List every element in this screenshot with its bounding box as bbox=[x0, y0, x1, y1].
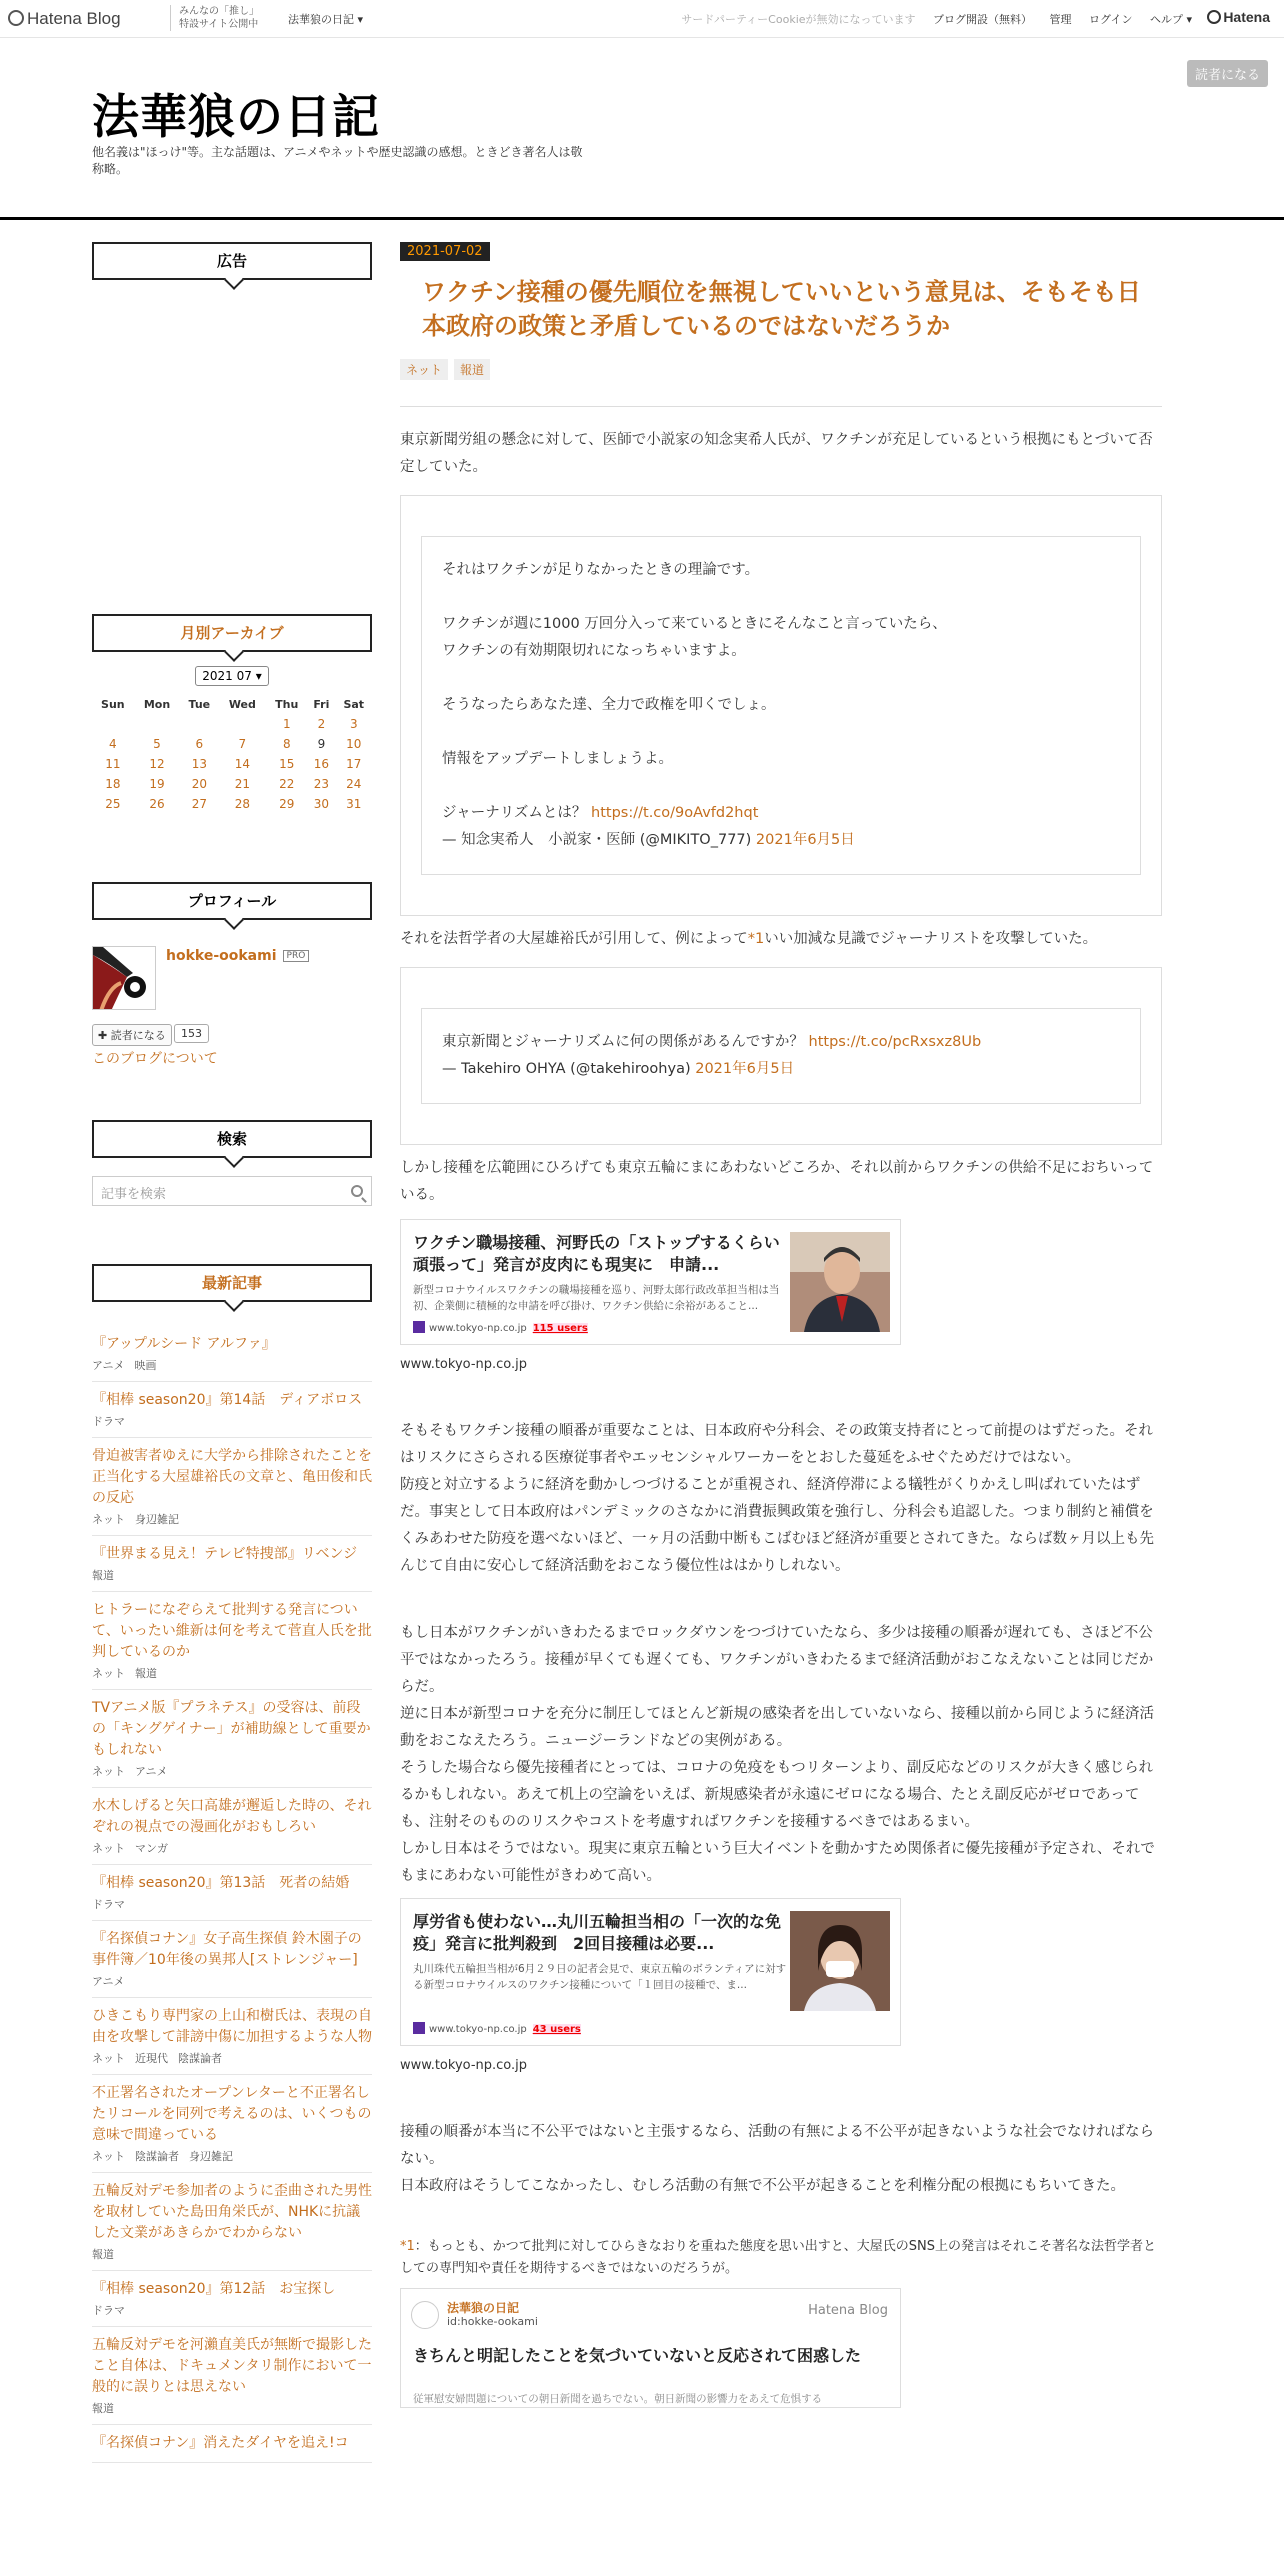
category-link[interactable]: マンガ bbox=[135, 1842, 168, 1855]
calendar-day-link[interactable]: 3 bbox=[349, 717, 358, 731]
profile-name[interactable]: hokke-ookami PRO bbox=[166, 948, 309, 964]
ad-module bbox=[92, 242, 372, 280]
calendar-day bbox=[134, 714, 181, 734]
tweet-date-link[interactable]: 2021年6月5日 bbox=[755, 832, 855, 848]
embed-title[interactable]: きちんと明記したことを気づいていないと反応されて困惑した bbox=[413, 2346, 862, 2365]
hatena-bookmark-icon bbox=[413, 1321, 425, 1333]
global-nav bbox=[667, 11, 1192, 27]
category-link[interactable]: 報道 bbox=[92, 1569, 114, 1582]
category-link[interactable]: 報道 bbox=[135, 1667, 157, 1680]
recent-entry-categories bbox=[92, 1840, 372, 1856]
category-link[interactable]: 身辺雑記 bbox=[135, 1513, 179, 1526]
hatena-link[interactable]: Hatena bbox=[1207, 9, 1270, 25]
category-link[interactable]: アニメ bbox=[92, 1975, 125, 1988]
recent-module bbox=[92, 1264, 372, 2463]
category-link[interactable]: アニメ bbox=[135, 1765, 168, 1778]
calendar-day[interactable] bbox=[218, 734, 266, 754]
news-embed-card[interactable] bbox=[400, 1898, 901, 2046]
category-link[interactable]: ネット bbox=[92, 1667, 125, 1680]
category-link[interactable]: 近現代 bbox=[135, 2052, 168, 2065]
search-module bbox=[92, 1120, 372, 1202]
ad-title: 広告 bbox=[92, 242, 372, 280]
embed-source-link[interactable]: www.tokyo-np.co.jp bbox=[400, 2058, 528, 2073]
category-link[interactable]: 陰謀論者 bbox=[135, 2150, 179, 2163]
category-link[interactable]: 身辺雑記 bbox=[189, 2150, 233, 2163]
paragraph: しかし接種を広範囲にひろげても東京五輪にまにあわないどころか、それ以前からワクチンの供給不足におちいっている。 bbox=[400, 1160, 1154, 1203]
category-link[interactable]: ネット bbox=[92, 1842, 125, 1855]
recent-entry bbox=[92, 2075, 372, 2173]
tweet-link[interactable]: https://t.co/9oAvfd2hqt bbox=[591, 805, 759, 821]
entry-tag[interactable]: ネット bbox=[400, 359, 448, 380]
profile-module bbox=[92, 882, 372, 1067]
recent-entry bbox=[92, 1788, 372, 1865]
hatena-global-header bbox=[0, 0, 1284, 38]
news-embed-card[interactable] bbox=[400, 1219, 901, 1345]
calendar-weekday: Sun bbox=[101, 697, 125, 711]
recent-entry bbox=[92, 1998, 372, 2075]
hatena-icon bbox=[1207, 10, 1221, 24]
entry bbox=[400, 242, 1162, 2408]
calendar-day-link[interactable]: 2 bbox=[317, 717, 326, 731]
feature-banner[interactable]: みんなの「推し」 特設サイト公開中 bbox=[170, 5, 259, 31]
calendar-day-link[interactable]: 16 bbox=[313, 757, 330, 771]
bookmark-users[interactable]: 43 users bbox=[532, 2024, 581, 2035]
calendar-day[interactable] bbox=[180, 794, 218, 814]
recent-entry-categories bbox=[92, 2302, 372, 2318]
footnote-anchor[interactable]: *1 bbox=[400, 2239, 415, 2254]
open-blog-link[interactable]: ブログ開設（無料） bbox=[933, 13, 1033, 26]
calendar-day[interactable] bbox=[134, 734, 181, 754]
calendar-day[interactable] bbox=[336, 794, 372, 814]
tweet-embed bbox=[400, 495, 1162, 916]
calendar-day-link[interactable]: 18 bbox=[105, 777, 121, 791]
calendar-day-link[interactable]: 27 bbox=[191, 797, 207, 811]
blog-description: 他名義は"ほっけ"等。主な話題は、アニメやネットや歴史認識の感想。ときどき著名人は敬称略。 bbox=[92, 145, 583, 176]
recent-entry-link[interactable]: 『相棒 season20』第12話 お宝探し bbox=[92, 2281, 336, 2297]
category-link[interactable]: ドラマ bbox=[92, 2304, 125, 2317]
recent-entry-link[interactable]: 『相棒 season20』第13話 死者の結婚 bbox=[92, 1875, 350, 1891]
tweet-date-link[interactable]: 2021年6月5日 bbox=[695, 1061, 795, 1077]
recent-entry-link[interactable]: 『名探偵コナン』消えたダイヤを追え!コ bbox=[92, 2435, 349, 2451]
category-link[interactable]: ドラマ bbox=[92, 1898, 125, 1911]
divider bbox=[400, 406, 1162, 407]
paragraph: しかし日本はそうではない。現実に東京五輪という巨大イベントを動かすため関係者に優先接種が予定され、それでもまにあわない可能性がきわめて高い。 bbox=[400, 1841, 1155, 1884]
recent-title: 最新記事 bbox=[92, 1264, 372, 1302]
wolf-avatar-icon bbox=[93, 947, 156, 1010]
entry-tags bbox=[400, 359, 1162, 380]
calendar-day-link[interactable]: 5 bbox=[153, 737, 161, 751]
bookmark-users[interactable]: 115 users bbox=[532, 1323, 588, 1334]
help-menu[interactable]: ヘルプ ▾ bbox=[1149, 13, 1192, 26]
recent-entry-link[interactable]: 五輪反対デモ参加者のように歪曲された男性を取材していた島田角栄氏が、NHKに抗議した文業があきらかでわからない bbox=[92, 2183, 372, 2241]
calendar-day[interactable] bbox=[92, 734, 134, 754]
calendar-day-link[interactable]: 11 bbox=[105, 757, 121, 771]
hatena-bookmark-icon bbox=[413, 2022, 425, 2034]
calendar-day-link[interactable]: 19 bbox=[149, 777, 165, 791]
hatena-blog-logo[interactable]: Hatena Blog bbox=[8, 9, 121, 29]
recent-entry bbox=[92, 2327, 372, 2425]
archive-module bbox=[92, 614, 372, 814]
paragraph: 接種の順番が本当に不公平ではないと主張するなら、活動の有無による不公平が起きないような社会でなければならない。 bbox=[400, 2124, 1154, 2167]
calendar-day[interactable] bbox=[134, 754, 181, 774]
recent-entry-categories bbox=[92, 2148, 372, 2164]
recent-entry bbox=[92, 2173, 372, 2271]
recent-entry-link[interactable]: 『世界まる見え！テレビ特捜部』リベンジ bbox=[92, 1546, 358, 1562]
subscriber-count[interactable]: 153 bbox=[174, 1024, 209, 1043]
archive-calendar bbox=[92, 694, 372, 814]
embed-title[interactable]: 厚労省も使わない…丸川五輪担当相の「一次的な免疫」発言に批判殺到 2回目接種は必要... bbox=[413, 1912, 782, 1953]
hatena-blog-brand: Hatena Blog bbox=[808, 2303, 888, 2318]
calendar-weekday: Thu bbox=[275, 697, 299, 711]
calendar-day-link[interactable]: 17 bbox=[346, 757, 362, 771]
paragraph: 防疫と対立するように経済を動かしつづけることが重視され、経済停滞による犠牲がくりかえし叫ばれていたはずだ。事実として日本政府はパンデミックのさなかに消費振興政策を強行し、分科会も追認した。つまり制約と補償をくみあわせた防疫を選べないほど、一ヶ月の活動中断もこばむほど経済が重要とされてきた。ならば数ヶ月以上も先んじて自由に安心して経済活動をおこなう優位性ははかりしれない。 bbox=[400, 1477, 1154, 1574]
recent-entry bbox=[92, 1592, 372, 1690]
calendar-day[interactable] bbox=[266, 714, 307, 734]
blog-menu[interactable]: 法華狼の日記 ▾ bbox=[288, 13, 364, 26]
embed-source-link[interactable]: www.tokyo-np.co.jp bbox=[400, 1357, 528, 1372]
paragraph: そうした場合なら優先接種者にとっては、コロナの免疫をもつリターンより、副反応などのリスクが大きく感じられるかもしれない。あえて机上の空論をいえば、新規感染者が永遠にゼロになる場合、たとえ副反応がゼロであっても、注射そのもののリスクやコストを考慮すればワクチンを接種するべきではあるまい。 bbox=[400, 1760, 1154, 1830]
embed-description: 従軍慰安婦問題についての朝日新聞を過ちでない。朝日新聞の影響力をあえて危惧する bbox=[413, 2393, 823, 2405]
calendar-day-link[interactable]: 30 bbox=[313, 797, 330, 811]
calendar-day[interactable] bbox=[180, 754, 218, 774]
embed-source: www.tokyo-np.co.jp 115 users bbox=[413, 1321, 588, 1334]
recent-entry-categories bbox=[92, 1357, 372, 1373]
blog-header bbox=[0, 38, 1284, 220]
calendar-day[interactable] bbox=[266, 794, 307, 814]
archive-title[interactable]: 月別アーカイブ bbox=[92, 614, 372, 652]
recent-entry bbox=[92, 1326, 372, 1382]
paragraph: 日本政府はそうしてこなかったし、むしろ活動の有無で不公平が起きることを利権分配の根拠にもちいてきた。 bbox=[400, 2178, 1125, 2194]
calendar-day-link[interactable]: 4 bbox=[109, 737, 117, 751]
calendar-day bbox=[218, 714, 266, 734]
paragraph: それを法哲学者の大屋雄裕氏が引用して、例によって*1いい加減な見識でジャーナリストを攻撃していた。 bbox=[400, 931, 1098, 947]
calendar-day-link[interactable]: 7 bbox=[238, 737, 247, 751]
recent-entry bbox=[92, 1690, 372, 1788]
calendar-day-link[interactable]: 14 bbox=[234, 757, 250, 771]
calendar-day[interactable] bbox=[180, 734, 218, 754]
calendar-day[interactable] bbox=[218, 754, 266, 774]
calendar-day-link[interactable]: 1 bbox=[282, 717, 291, 731]
category-link[interactable]: 報道 bbox=[92, 2402, 114, 2415]
calendar-day-link[interactable]: 26 bbox=[149, 797, 165, 811]
calendar-day-link[interactable]: 31 bbox=[346, 797, 362, 811]
calendar-day bbox=[92, 714, 134, 734]
blog-favicon-icon bbox=[411, 2301, 439, 2329]
search-icon[interactable] bbox=[351, 1185, 363, 1197]
recent-entry bbox=[92, 1382, 372, 1438]
calendar-day[interactable] bbox=[336, 714, 372, 734]
embed-thumbnail bbox=[790, 1232, 890, 1332]
calendar-day[interactable] bbox=[336, 774, 372, 794]
category-link[interactable]: ネット bbox=[92, 1513, 125, 1526]
category-link[interactable]: 陰謀論者 bbox=[178, 2052, 222, 2065]
recent-entry-categories bbox=[92, 2400, 372, 2416]
embed-blog-name[interactable]: 法華狼の日記 bbox=[447, 2301, 520, 2315]
calendar-day[interactable] bbox=[218, 794, 266, 814]
login-link[interactable]: ログイン bbox=[1089, 13, 1133, 26]
entry-title[interactable]: ワクチン接種の優先順位を無視していいという意見は、そもそも日本政府の政策と矛盾しているのではないだろうか bbox=[422, 278, 1141, 340]
recent-entry bbox=[92, 1921, 372, 1998]
calendar-day-link[interactable]: 12 bbox=[149, 757, 165, 771]
recent-entry-link[interactable]: 『名探偵コナン』女子高生探偵 鈴木園子の事件簿／10年後の異邦人[ストレンジャー] bbox=[92, 1931, 362, 1968]
paragraph: もし日本がワクチンがいきわたるまでロックダウンをつづけていたなら、多少は接種の順番が遅れても、さほど不公平ではなかったろう。接種が早くても遅くても、ワクチンがいきわたるまで経済活動がおこなえないことは同じだからだ。 bbox=[400, 1625, 1154, 1695]
calendar-day[interactable] bbox=[307, 714, 335, 734]
category-link[interactable]: ネット bbox=[92, 2150, 125, 2163]
calendar-day[interactable] bbox=[92, 774, 134, 794]
manage-link[interactable]: 管理 bbox=[1049, 13, 1072, 26]
recent-entry bbox=[92, 2425, 372, 2463]
calendar-day[interactable] bbox=[134, 774, 181, 794]
about-blog-link[interactable]: このブログについて bbox=[92, 1051, 218, 1067]
profile-subscribe-button[interactable]: ✚ 読者になる bbox=[92, 1024, 172, 1046]
calendar-weekday: Wed bbox=[228, 697, 256, 711]
calendar-day-link[interactable]: 20 bbox=[191, 777, 207, 791]
entry-date[interactable]: 2021-07-02 bbox=[400, 242, 490, 261]
calendar-day[interactable] bbox=[92, 754, 134, 774]
calendar-day-link[interactable]: 10 bbox=[346, 737, 362, 751]
category-link[interactable]: 報道 bbox=[92, 2248, 114, 2261]
hatena-logo-icon bbox=[8, 10, 24, 26]
calendar-day[interactable] bbox=[307, 754, 335, 774]
calendar-day[interactable] bbox=[180, 774, 218, 794]
calendar-day-link[interactable]: 15 bbox=[279, 757, 295, 771]
calendar-day-link[interactable]: 13 bbox=[191, 757, 207, 771]
recent-entry-categories bbox=[92, 2246, 372, 2262]
footnote-ref[interactable]: *1 bbox=[747, 931, 765, 947]
recent-entry-categories bbox=[92, 1665, 372, 1681]
paragraph: 東京新聞労組の懸念に対して、医師で小説家の知念実希人氏が、ワクチンが充足しているという根拠にもとづいて否定していた。 bbox=[400, 432, 1153, 475]
recent-entry-categories bbox=[92, 1896, 372, 1912]
calendar-day-link[interactable]: 28 bbox=[234, 797, 250, 811]
calendar-day-link[interactable]: 29 bbox=[279, 797, 295, 811]
calendar-weekday: Sat bbox=[343, 697, 365, 711]
calendar-day bbox=[180, 714, 218, 734]
recent-entry-categories bbox=[92, 1511, 372, 1527]
tweet-quote: 東京新聞とジャーナリズムに何の関係があるんですか？ https://t.co/pcRxsxz8Ub — Takehiro OHYA (@takehiroohya) 2021年6月5日 bbox=[421, 1008, 1141, 1104]
calendar-day-link[interactable]: 23 bbox=[313, 777, 330, 791]
person-photo-icon bbox=[790, 1911, 890, 2011]
entry-tag[interactable]: 報道 bbox=[454, 359, 490, 380]
category-link[interactable]: 映画 bbox=[134, 1359, 157, 1372]
embed-blog-id: id:hokke-ookami bbox=[447, 2315, 538, 2328]
recent-entry-link[interactable]: 『相棒 season20』第14話 ディアボロス bbox=[92, 1392, 363, 1408]
calendar-day-link[interactable]: 25 bbox=[105, 797, 121, 811]
category-link[interactable]: ネット bbox=[92, 1765, 125, 1778]
paragraph: 逆に日本が新型コロナを充分に制圧してほとんど新規の感染者を出していないなら、接種以前から同じように経済活動をおこなえたろう。ニュージーランドなどの実例がある。 bbox=[400, 1706, 1154, 1749]
category-link[interactable]: アニメ bbox=[92, 1359, 125, 1372]
recent-entry-link[interactable]: 不正署名されたオープンレターと不正署名したリコールを同列で考えるのは、いくつもの意味で間違っている bbox=[92, 2085, 372, 2143]
embed-thumbnail bbox=[790, 1911, 890, 2011]
search-title: 検索 bbox=[92, 1120, 372, 1158]
tweet-link[interactable]: https://t.co/pcRxsxz8Ub bbox=[808, 1034, 982, 1050]
calendar-day[interactable] bbox=[266, 774, 307, 794]
calendar-weekday: Tue bbox=[188, 697, 211, 711]
recent-entry-link[interactable]: 『アップルシード アルファ』 bbox=[92, 1336, 276, 1352]
calendar-day[interactable] bbox=[266, 754, 307, 774]
recent-entry-categories bbox=[92, 2050, 372, 2066]
calendar-day[interactable] bbox=[266, 734, 307, 754]
calendar-day[interactable] bbox=[307, 794, 335, 814]
tweet-embed bbox=[400, 967, 1162, 1145]
recent-entry-categories bbox=[92, 1567, 372, 1583]
calendar-day-link[interactable]: 21 bbox=[234, 777, 250, 791]
recent-entry bbox=[92, 2271, 372, 2327]
embed-source: www.tokyo-np.co.jp 43 users bbox=[413, 2022, 581, 2035]
category-link[interactable]: ネット bbox=[92, 2052, 125, 2065]
search-input[interactable]: 記事を検索 bbox=[92, 1176, 372, 1206]
recent-entry-categories bbox=[92, 1763, 372, 1779]
blog-title[interactable]: 法華狼の日記 bbox=[92, 90, 380, 145]
recent-entry-link[interactable]: ひきこもり専門家の上山和樹氏は、表現の自由を攻撃して誹謗中傷に加担するような人物 bbox=[92, 2008, 372, 2045]
calendar-day[interactable] bbox=[307, 774, 335, 794]
recent-entry-link[interactable]: 五輪反対デモを河瀨直美氏が無断で撮影したこと自体は、ドキュメンタリ制作において一般的に誤りとは思えない bbox=[92, 2337, 372, 2395]
footnote: *1：もっとも、かつて批判に対してひらきなおりを重ねた態度を思い出すと、大屋氏のSNS上の発言はそれこそ著名な法哲学者としての専門知や責任を期待するべきではないのだろうが。 bbox=[400, 2239, 1157, 2276]
calendar-day-link[interactable]: 24 bbox=[346, 777, 362, 791]
calendar-day[interactable] bbox=[336, 754, 372, 774]
recent-entry bbox=[92, 1438, 372, 1536]
calendar-day-link[interactable]: 9 bbox=[317, 737, 326, 751]
calendar-day-link[interactable]: 8 bbox=[282, 737, 291, 751]
recent-entry-categories bbox=[92, 1413, 372, 1429]
calendar-weekday: Fri bbox=[313, 697, 330, 711]
recent-entry-link[interactable]: TVアニメ版『プラネテス』の受容は、前段の「キングゲイナー」が補助線として重要かもしれない bbox=[92, 1700, 371, 1758]
plus-icon: ✚ bbox=[98, 1029, 111, 1042]
archive-month-select[interactable]: 2021 07 ▾ bbox=[195, 666, 269, 686]
calendar-day[interactable] bbox=[92, 794, 134, 814]
recent-entry-link[interactable]: 骨迫被害者ゆえに大学から排除されたことを正当化する大屋雄裕氏の文章と、亀田俊和氏の反応 bbox=[92, 1448, 372, 1506]
recent-entry bbox=[92, 1865, 372, 1921]
calendar-day-link[interactable]: 6 bbox=[195, 737, 204, 751]
embed-description: 丸川珠代五輪担当相が6月２９日の記者会見で、東京五輪のボランティアに対する新型コロナウイルスのワクチン接種について「１回目の接種で、ま... bbox=[413, 1963, 787, 1991]
paragraph: そもそもワクチン接種の順番が重要なことは、日本政府や分科会、その政策支持者にとって前提のはずだった。それはリスクにさらされる医療従事者やエッセンシャルワーカーをとおした蔓延をふせぐためだけではない。 bbox=[400, 1423, 1153, 1466]
cookie-notice: サードパーティーCookieが無効になっています bbox=[681, 13, 916, 26]
category-link[interactable]: ドラマ bbox=[92, 1415, 125, 1428]
calendar-weekday: Mon bbox=[143, 697, 171, 711]
recent-list bbox=[92, 1326, 372, 2463]
blog-embed-card[interactable] bbox=[400, 2288, 901, 2408]
profile-avatar[interactable] bbox=[92, 946, 156, 1010]
person-photo-icon bbox=[790, 1232, 890, 1332]
embed-description: 新型コロナウイルスワクチンの職場接種を巡り、河野太郎行政改革担当相は当初、企業側に積極的な申請を呼び掛け、ワクチン供給に余裕があること... bbox=[413, 1284, 780, 1312]
recent-entry bbox=[92, 1536, 372, 1592]
calendar-day[interactable] bbox=[307, 734, 335, 754]
embed-title[interactable]: ワクチン職場接種、河野氏の「ストップするくらい頑張って」発言が皮肉にも現実に 申請... bbox=[413, 1233, 780, 1274]
calendar-day[interactable] bbox=[218, 774, 266, 794]
calendar-day[interactable] bbox=[134, 794, 181, 814]
pro-badge: PRO bbox=[283, 950, 310, 962]
profile-title: プロフィール bbox=[92, 882, 372, 920]
calendar-day-link[interactable]: 22 bbox=[279, 777, 295, 791]
recent-entry-link[interactable]: 水木しげると矢口高雄が邂逅した時の、それぞれの視点での漫画化がおもしろい bbox=[92, 1798, 372, 1835]
recent-entry-categories bbox=[92, 1973, 372, 1989]
recent-entry-link[interactable]: ヒトラーになぞらえて批判する発言について、いったい維新は何を考えて菅直人氏を批判しているのか bbox=[92, 1602, 372, 1660]
calendar-day[interactable] bbox=[336, 734, 372, 754]
subscribe-button[interactable]: 読者になる bbox=[1187, 60, 1268, 87]
tweet-quote: それはワクチンが足りなかったときの理論です。 ワクチンが週に1000 万回分入って来ているときにそんなこと言っていたら、 ワクチンの有効期限切れになっちゃいますよ。 そうなったらあなた達、全力で政権を叩くでしょ。 情報をアップデートしましょうよ。 ジャーナリズムとは？ https://t.co/9oAvfd2hqt — 知念実希人 小説家・医師 (@MIKITO_777) 2021年6月5日 bbox=[421, 536, 1141, 875]
